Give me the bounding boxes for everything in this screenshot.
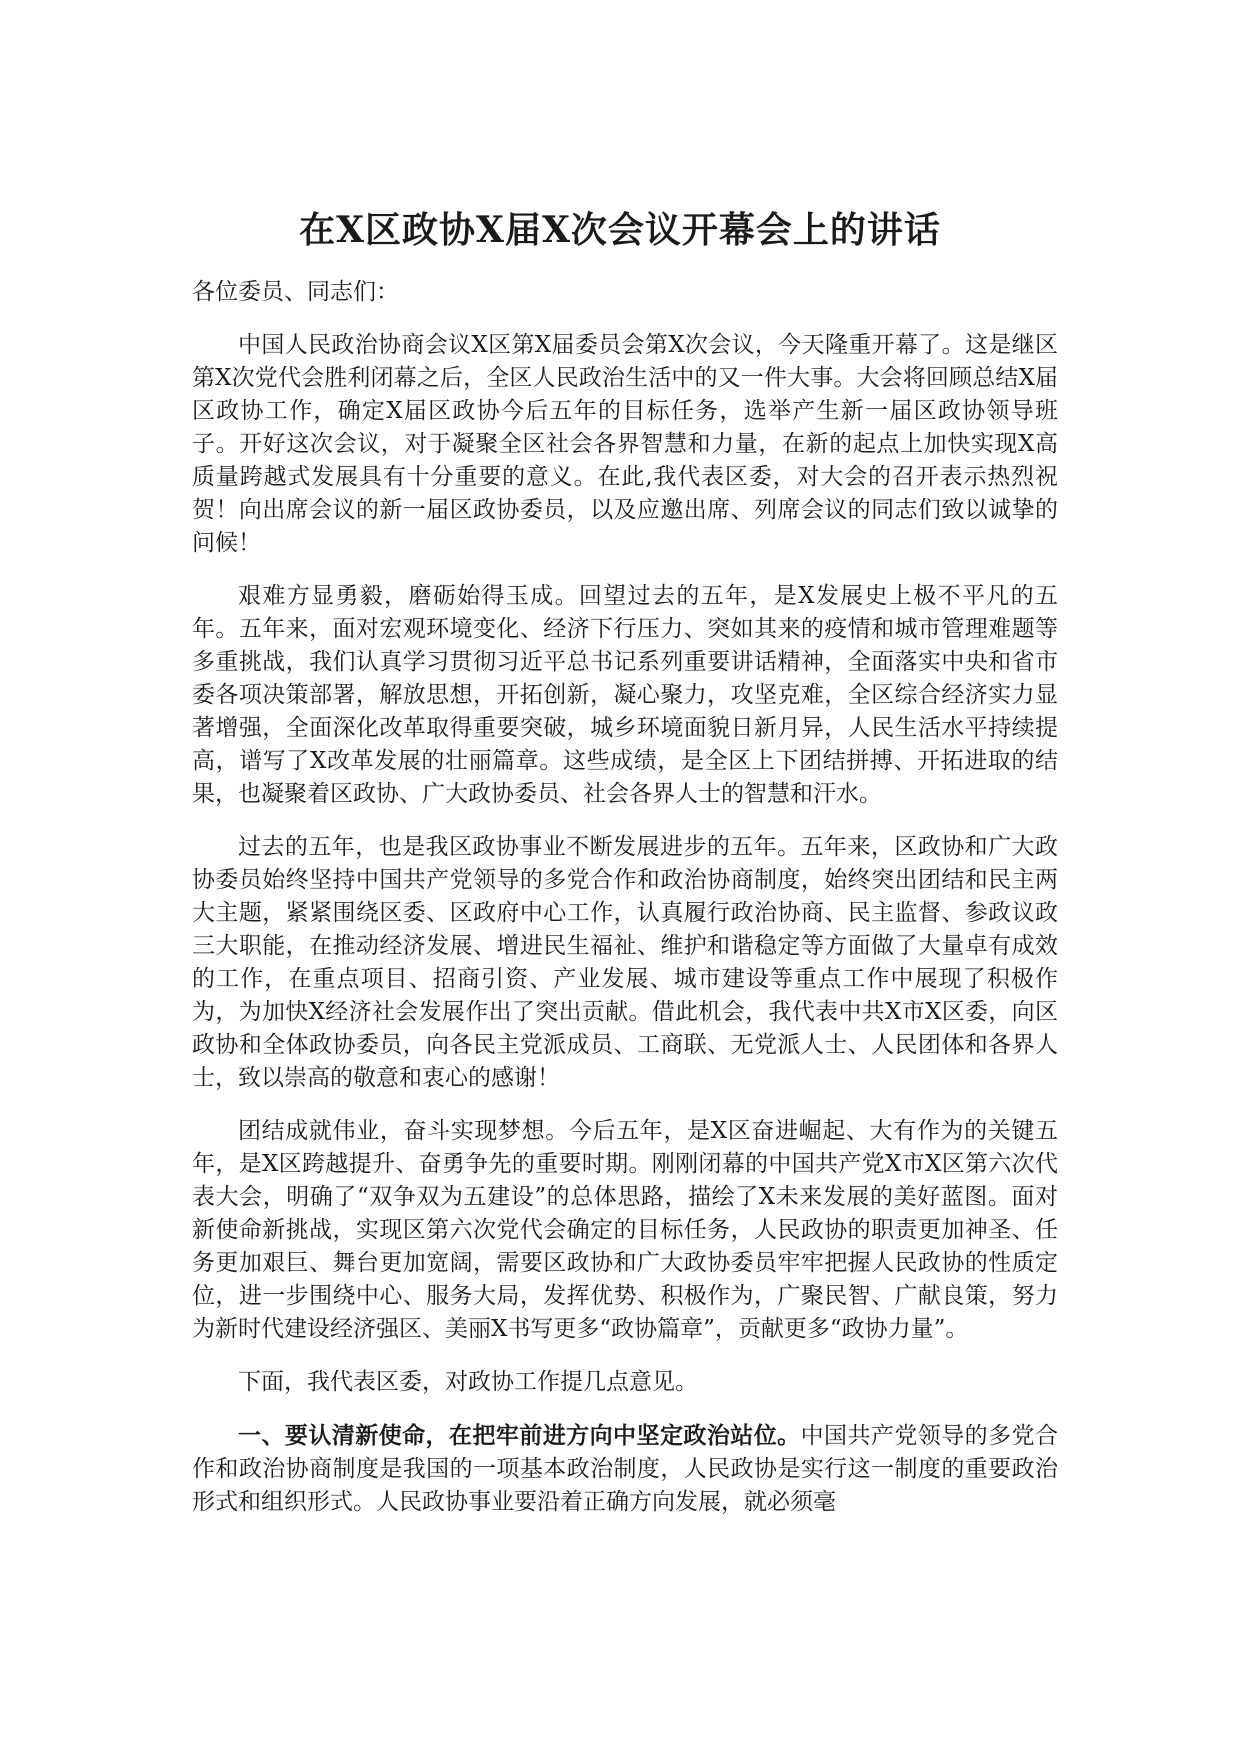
paragraph-text: 中国共产党领导的多党合作和政治协商制度是我国的一项基本政治制度，人民政协是实行这一制度的重要政治形式和组织形式。人民政协事业要沿着正确方向发展，就必须毫 <box>192 1423 1059 1515</box>
paragraph-transition <box>192 1366 1058 1399</box>
document-title: 在X区政协X届X次会议开幕会上的讲话 <box>299 209 941 251</box>
salutation: 各位委员、同志们： <box>192 279 399 305</box>
paragraph-opening <box>192 329 1058 560</box>
section-heading: 一、要认清新使命，在把牢前进方向中坚定政治站位。 <box>238 1422 801 1449</box>
paragraph-cppcc-progress <box>192 831 1058 1095</box>
document-body <box>192 276 1058 1539</box>
paragraph-text: 过去的五年，也是我区政协事业不断发展进步的五年。五年来，区政协和广大政协委员始终坚持中国共产党领导的多党合作和政治协商制度，始终突出团结和民主两大主题，紧紧围绕区委、区政府中心工作，认真履行政治协商、民主监督、参政议政三大职能，在推动经济发展、增进民生福祉、维护和谐稳定等方面做了大量卓有成效的工作，在重点项目、招商引资、产业发展、城市建设等重点工作中展现了积极作为，为加快X经济社会发展作出了突出贡献。借此机会，我代表中共X市X区委，向区政协和全体政协委员，向各民主党派成员、工商联、无党派人士、人民团体和各界人士，致以崇高的敬意和衷心的感谢！ <box>192 834 1058 1091</box>
paragraph-achievements <box>192 580 1058 811</box>
paragraph-point-one <box>192 1419 1058 1519</box>
paragraph-text: 下面，我代表区委，对政协工作提几点意见。 <box>238 1369 698 1395</box>
paragraph-text: 艰难方显勇毅，磨砺始得玉成。回望过去的五年，是X发展史上极不平凡的五年。五年来，面对宏观环境变化、经济下行压力、突如其来的疫情和城市管理难题等多重挑战，我们认真学习贯彻习近平总书记系列重要讲话精神，全面落实中央和省市委各项决策部署，解放思想，开拓创新，凝心聚力，攻坚克难，全区综合经济实力显著增强，全面深化改革取得重要突破，城乡环境面貌日新月异，人民生活水平持续提高，谱写了X改革发展的壮丽篇章。这些成绩，是全区上下团结拼搏、开拓进取的结果，也凝聚着区政协、广大政协委员、社会各界人士的智慧和汗水。 <box>192 583 1058 807</box>
paragraph-text: 中国人民政治协商会议X区第X届委员会第X次会议，今天隆重开幕了。这是继区第X次党代会胜利闭幕之后，全区人民政治生活中的又一件大事。大会将回顾总结X届区政协工作，确定X届区政协今后五年的目标任务，选举产生新一届区政协领导班子。开好这次会议，对于凝聚全区社会各界智慧和力量，在新的起点上加快实现X高质量跨越式发展具有十分重要的意义。在此,我代表区委，对大会的召开表示热烈祝贺！向出席会议的新一届区政协委员，以及应邀出席、列席会议的同志们致以诚挚的问候！ <box>192 332 1058 556</box>
paragraph-future <box>192 1115 1058 1346</box>
paragraph-text: 团结成就伟业，奋斗实现梦想。今后五年，是X区奋进崛起、大有作为的关键五年，是X区跨越提升、奋勇争先的重要时期。刚刚闭幕的中国共产党X市X区第六次代表大会，明确了“双争双为五建设”的总体思路，描绘了X未来发展的美好蓝图。面对新使命新挑战，实现区第六次党代会确定的目标任务，人民政协的职责更加神圣、任务更加艰巨、舞台更加宽阔，需要区政协和广大政协委员牢牢把握人民政协的性质定位，进一步围绕中心、服务大局，发挥优势、积极作为，广聚民智、广献良策，努力为新时代建设经济强区、美丽X书写更多“政协篇章”，贡献更多“政协力量”。 <box>192 1118 1059 1342</box>
